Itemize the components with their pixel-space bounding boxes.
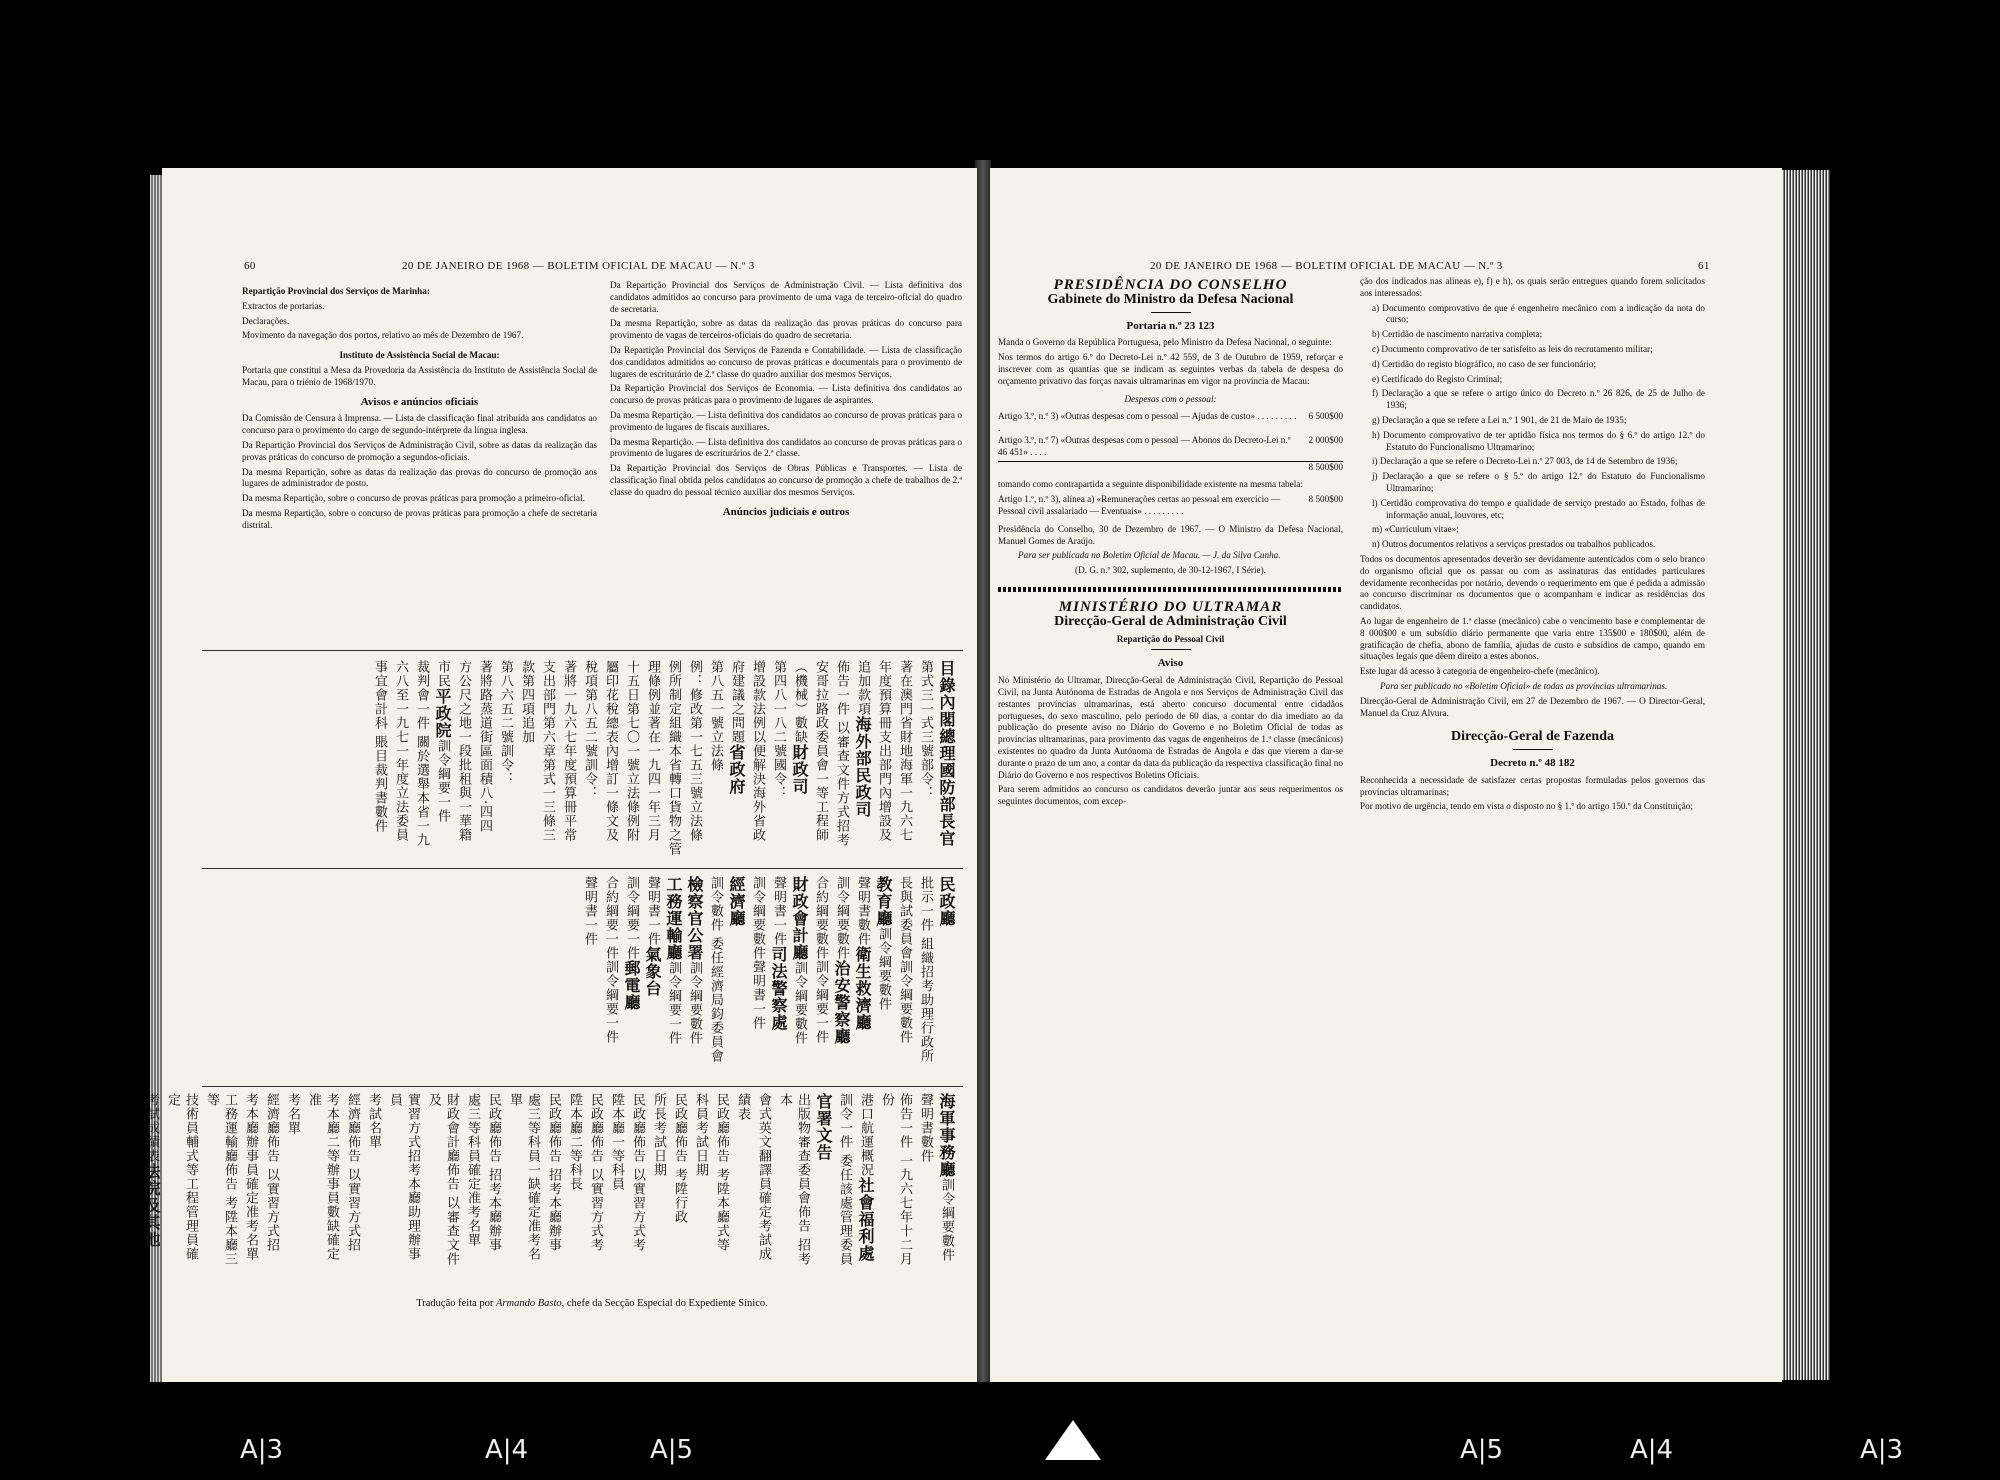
- chinese-line: 民政廳佈告 招考本廳辦事: [486, 1093, 501, 1253]
- expense-amount: 2 000$00: [1308, 434, 1343, 445]
- aviso-title: Aviso: [1157, 657, 1184, 670]
- chinese-line: 處三等科員一缺確定准考名單: [507, 1093, 540, 1261]
- section-rule: [998, 587, 1343, 592]
- page-edge-right: [1782, 170, 1830, 1380]
- short-rule: [1151, 649, 1191, 650]
- chinese-line: 氣象台: [643, 946, 662, 997]
- chinese-line: 合約綱要數件: [813, 876, 828, 960]
- chinese-line: 市民: [435, 660, 450, 688]
- chinese-line: 著將路蒸道街區面積八·四四: [477, 660, 492, 834]
- judiciais-title: Anúncios judiciais e outros: [722, 505, 850, 518]
- chinese-line: 方公尺之地一段批租與一華籍: [456, 660, 471, 842]
- film-mark: A|3: [1860, 1435, 1904, 1465]
- chinese-line: 經濟廳佈告 以實習方式招: [264, 1093, 279, 1253]
- page-header-right: 20 DE JANEIRO DE 1968 — BOLETIM OFICIAL DE MACAU — N.º 3: [1150, 260, 1503, 272]
- chinese-line: 事宜: [372, 660, 387, 688]
- paragraph: ção dos indicados nas alíneas e), f) e h), os quais serão entregues quando forem solicitados aos interessados:: [1360, 276, 1705, 298]
- avisos-title: Avisos e anúncios oficiais: [360, 395, 479, 408]
- chinese-line: 考名單: [285, 1093, 300, 1135]
- chinese-line: 裁判會一件 關於選舉本省一九: [414, 660, 429, 848]
- chinese-line: 技術員輔式等工程管理員確定: [165, 1093, 198, 1261]
- chinese-line: 訓令綱要數件: [876, 927, 891, 1011]
- short-rule: [1513, 749, 1553, 750]
- chinese-line: 批示一件 組織招考助理行政所: [918, 876, 933, 1064]
- paragraph: Nos termos do artigo 6.º do Decreto-Lei n.º 42 559, de 3 de Outubro de 1959, reforçar e inscrever com as quantias que se indicam as seguintes verbas da tabela de despesa do orçamento privativo das forças navais ultramarinas em vigor na província de Macau:: [998, 352, 1343, 386]
- document-item: m) «Curriculum vitae»;: [1372, 524, 1459, 535]
- right-col-2: [1360, 276, 1705, 816]
- translation-note: [242, 1298, 942, 1311]
- translation-note-prefix: Tradução feita por: [416, 1298, 497, 1309]
- notice-item: Da Repartição Provincial dos Serviços de Economia. — Lista definitiva dos candidatos ao concurso de provas práticas para o provimento de lugares de aspirantes.: [610, 383, 962, 406]
- chinese-line: 陞本廳一等科員: [609, 1093, 624, 1191]
- translation-note-suffix: , chefe da Secção Especial do Expediente Sínico.: [561, 1298, 768, 1309]
- film-mark: A|3: [240, 1435, 284, 1465]
- chinese-line: 處三等科員確定准考名單: [465, 1093, 480, 1247]
- paragraph: Por motivo de urgência, tendo em vista o disposto no § 1.º do artigo 150.º da Constituição;: [1360, 801, 1693, 812]
- film-mark: A|4: [1630, 1435, 1674, 1465]
- chinese-line: 考試成績表: [144, 1093, 159, 1163]
- chinese-line: 司法警察處: [769, 946, 788, 1031]
- chinese-line: 聲明書一件: [582, 876, 597, 946]
- expense-total: 8 500$00: [1308, 461, 1343, 472]
- aviso-item: Da Comissão de Censura à Imprensa. — Lista de classificação final atribuída aos candidatos ao concurso para o provimento do cargo de segundo-intérprete da língua inglesa.: [242, 413, 597, 436]
- ultramar-title: MINISTÉRIO DO ULTRAMAR: [1058, 598, 1283, 615]
- document-item: n) Outros documentos relativos a serviços prestados ou trabalhos publicados.: [1372, 539, 1656, 550]
- notice-item: Da mesma Repartição. — Lista definitiva dos candidatos ao concurso de provas práticas para o provimento de lugares de escriturários de 2.ª classe.: [610, 436, 962, 459]
- chinese-line: 工務運輸廳: [664, 876, 683, 961]
- chinese-line: 支出部門第六章第式一三條三: [540, 660, 555, 842]
- chinese-line: 港口航運概況: [858, 1093, 873, 1177]
- chinese-line: 治安警察廳: [832, 960, 851, 1045]
- chinese-line: 國防部長官: [937, 762, 956, 847]
- chinese-contents-bottom: [139, 1093, 955, 1273]
- paragraph: Reconhecida a necessidade de satisfazer certas propostas formuladas pelos governos das províncias ultramarinas;: [1360, 774, 1705, 797]
- document-item: a) Documento comprovativo de que é engenheiro mecânico com a indicação da nota do curso;: [1372, 302, 1705, 325]
- chinese-line: 佈告一件 以審查文件方式招考: [834, 660, 849, 848]
- document-item: f) Declaração a que se refere o artigo único do Decreto n.º 26 826, de 25 de Julho de 1936;: [1372, 388, 1705, 411]
- chinese-line: 教育廳: [874, 876, 893, 927]
- chinese-line: 會計科 賬目裁判書數件: [372, 688, 387, 834]
- paragraph: Este lugar dá acesso à categoria de engenheiro-chefe (mecânico).: [1360, 666, 1600, 677]
- divider: [202, 868, 963, 869]
- chinese-line: 財政會計廳: [790, 876, 809, 961]
- paragraph: Para ser publicada no Boletim Oficial de Macau. — J. da Silva Cunha.: [1018, 550, 1281, 561]
- notice-item: Da Repartição Provincial dos Serviços de Obras Públicas e Transportes. — Lista de classificação final obtida pelos candidatos ao concurso de promoção a chefe de trabalhos de 2.ª classe do quadro do pessoal técnico auxiliar dos mesmos Serviços.: [610, 463, 962, 497]
- document-item: c) Documento comprovativo de ter satisfeito as leis do recrutamento militar;: [1372, 343, 1653, 354]
- document-item: i) Declaração a que se refere o Decreto-Lei n.º 27 003, de 14 de Setembro de 1936;: [1372, 456, 1678, 467]
- aviso-item: Da mesma Repartição, sobre o concurso de provas práticas para promoção a primeiro-oficial.: [242, 493, 585, 504]
- chinese-line: 年度預算冊支出部門內增設及: [876, 660, 891, 842]
- chinese-line: 工務運輸廳佈告 考陞本廳三等: [204, 1093, 237, 1267]
- chinese-line: 海外部: [853, 716, 872, 767]
- translation-note-name: Armando Basto: [496, 1298, 562, 1309]
- chinese-line: 訓令綱要一件: [813, 960, 828, 1044]
- expense-text: Artigo 3.º, n.º 3) «Outras despesas com o pessoal — Ajudas de custo» . . . . . . . . . .: [998, 411, 1297, 434]
- fazenda-title: Direcção-Geral de Fazenda: [1450, 729, 1615, 745]
- chinese-line: 聲明書數件: [855, 876, 870, 946]
- chinese-line: 訓令綱要一件: [435, 739, 450, 823]
- chinese-line: 民政廳: [937, 876, 956, 927]
- chinese-line: 十五日第七〇一號立法條例附: [624, 660, 639, 842]
- left-col-2: [610, 280, 962, 523]
- notice-item: Da mesma Repartição, sobre as datas da realização das provas práticas do concurso para provimento de vagas de terceiros-oficiais do quadro de secretaria.: [610, 318, 962, 341]
- paragraph: Direcção-Geral de Administração Civil, em 27 de Dezembro de 1967. — O Director-Geral, Manuel da Cruz Alvura.: [1360, 695, 1705, 718]
- chinese-line: 長與試委員會: [897, 876, 912, 960]
- notice-item: Da Repartição Provincial dos Serviços de Fazenda e Contabilidade. — Lista de classificação dos candidatos admitidos ao concurso de provas práticas e documentais para o provimento de lugares de escriturário de 2.ª classe do quadro auxiliar dos mesmos Serviços.: [610, 344, 962, 379]
- expense-row: [998, 411, 1343, 435]
- admin-civil-subtitle: Direcção-Geral de Administração Civil: [1054, 613, 1287, 629]
- chinese-line: 訓令一件 委任該處管理委員: [837, 1093, 852, 1267]
- chinese-line: 官署文告: [814, 1093, 833, 1161]
- expense-text: Artigo 3.º, n.º 7) «Outras despesas com o pessoal — Abonos do Decreto-Lei n.º 46 451» . . . .: [998, 434, 1291, 457]
- chinese-line: 第四八一八二號國令：: [771, 660, 786, 800]
- chinese-line: 訓令綱要數件: [792, 961, 807, 1045]
- chinese-line: 內閣總理: [937, 694, 956, 762]
- chinese-line: 科員考試日期: [693, 1093, 708, 1177]
- chinese-line: 例：修改第一七五三號立法條: [687, 660, 702, 842]
- chinese-line: 聲明書一件: [645, 876, 660, 946]
- chinese-line: 安哥拉路政委員會一等工程師: [813, 660, 828, 842]
- chinese-line: （機械）數缺: [792, 660, 807, 744]
- film-strip: [0, 1382, 2000, 1480]
- chinese-line: 民政廳佈告 招考本廳辦事: [546, 1093, 561, 1253]
- paragraph: Manda o Governo da República Portuguesa, pelo Ministro da Defesa Nacional, o seguinte:: [998, 337, 1332, 348]
- chinese-line: 訓令綱要一件: [666, 961, 681, 1045]
- expense-row: [998, 435, 1343, 459]
- chinese-line: 府建議之問題: [729, 660, 744, 744]
- contra-amount: 8 500$00: [1308, 494, 1343, 505]
- chinese-line: 第八五一號立法條: [708, 660, 723, 772]
- document-item: h) Documento comprovativo de ter aptidão física nos termos do § 6.º do artigo 12.º do Estatuto do Funcionalismo Ultramarino;: [1372, 429, 1705, 452]
- paragraph: (D. G. n.º 302, suplemento, de 30-12-1967, I Série).: [1075, 565, 1266, 576]
- presidencia-title: PRESIDÊNCIA DO CONSELHO: [1053, 277, 1288, 293]
- chinese-line: 民政廳佈告 考陞行政: [672, 1093, 687, 1225]
- left-page: [142, 168, 977, 1382]
- document-item: b) Certidão de nascimento narrativa completa;: [1372, 329, 1543, 340]
- chinese-line: 陞本廳二等科長: [567, 1093, 582, 1191]
- chinese-line: 財政司: [790, 744, 809, 795]
- expense-total-row: [998, 461, 1343, 474]
- chinese-line: 訓令綱要數件: [834, 876, 849, 960]
- expense-amount: 6 500$00: [1308, 411, 1343, 422]
- instituto-text: Portaria que constitui a Mesa da Provedoria da Assistência do Instituto de Assistência Social de Macau, para o triénio de 1968/1970.: [242, 364, 597, 387]
- film-notch: [1045, 1420, 1101, 1460]
- paragraph: Para serem admitidos ao concurso os candidatos deverão juntar aos seus requerimentos os seguintes documentos, com excep-: [998, 784, 1343, 807]
- paragraph: No Ministério do Ultramar, Direcção-Geral de Administração Civil, Repartição do Pessoal Civil, na Junta Autónoma de Estradas de Angola e nos Serviços de Administração Civil das restantes províncias ultramarinas, está aberto concurso documental entre cidadãos portugueses, do sexo masculino, pelo período de 60 dias, a contar do dia imediato ao da publicação do presente aviso no Diário do Governo e no Boletim Oficial de todas as províncias ultramarinas, para provimento das vagas de engenheiros de 1.ª classe (mecânicos) existentes no quadro da Junta Autónoma de Estradas de Angola e das que vierem a dar-se durante o prazo de um ano, a contar da data da publicação da respectiva classificação final no Diário do Governo e nos respectivos Boletins Oficiais.: [998, 675, 1343, 780]
- short-rule: [1151, 312, 1191, 313]
- film-mark: A|5: [650, 1435, 694, 1465]
- chinese-line: 民政司: [853, 767, 872, 818]
- document-item: e) Certificado do Registo Criminal;: [1372, 373, 1503, 384]
- chinese-line: 例所制定組織本省轉口貨物之管: [666, 660, 681, 856]
- chinese-line: 民政廳佈告 考陞本廳式等: [714, 1093, 729, 1253]
- chinese-line: 民政廳佈告 以實習方式考: [630, 1093, 645, 1253]
- portaria-title: Portaria n.º 23 123: [1126, 319, 1215, 332]
- paragraph: Presidência do Conselho, 30 de Dezembro de 1967. — O Ministro da Defesa Nacional, Manuel Gomes de Araújo.: [998, 523, 1343, 546]
- chinese-line: 所長考試日期: [651, 1093, 666, 1177]
- gabinete-subtitle: Gabinete do Ministro da Defesa Nacional: [1047, 291, 1294, 307]
- chinese-line: 訓令綱要一件: [624, 876, 639, 960]
- chinese-line: 考試名單: [366, 1093, 381, 1149]
- aviso-item: Da mesma Repartição, sobre as datas da realização das provas do concurso de promoção aos lugares de administrador de posto.: [242, 466, 597, 489]
- chinese-line: 佈告一件 一九六七年十二月份: [879, 1093, 912, 1267]
- chinese-line: 訓令綱要數件: [687, 961, 702, 1045]
- marinha-title: Repartição Provincial dos Serviços de Marinha:: [242, 286, 430, 296]
- chinese-line: 款第四項追加: [519, 660, 534, 744]
- paragraph: Ao lugar de engenheiro de 1.ª classe (mecânico) cabe o vencimento base e complementar de 8 000$00 e um subsídio diário permanente que varia entre 135$00 e 180$00, além de gratificação de chefia, abono de família, ajudas de custo e subsídios de campo, quando em situações legais que dêem direito a estes abonos.: [1360, 615, 1705, 662]
- paragraph: tomando como contrapartida a seguinte disponibilidade existente na mesma tabela:: [998, 479, 1303, 490]
- chinese-line: 社會福利處: [856, 1177, 875, 1262]
- chinese-line: 考本廳二等辦事員數缺確定准: [306, 1093, 339, 1261]
- chinese-line: 六八至一九七一年度立法委員: [393, 660, 408, 842]
- divider: [202, 1086, 963, 1087]
- chinese-line: 訓令綱要數件: [897, 960, 912, 1044]
- chinese-line: 目錄: [937, 660, 956, 694]
- contra-text: Artigo 1.º, n.º 3), alínea a) «Remunerações certas ao pessoal em exercício — Pessoal civil assalariado — Eventuais» . . . . . . . . .: [998, 494, 1281, 516]
- chinese-line: 增設款法例以便解決海外省政: [750, 660, 765, 842]
- chinese-line: 郵電廳: [622, 960, 641, 1011]
- document-item: d) Certidão do registo biográfico, no caso de ser funcionário;: [1372, 358, 1597, 369]
- instituto-title: Instituto de Assistência Social de Macau:: [339, 350, 500, 361]
- chinese-line: 會式英文翻譯員確定考試成: [756, 1093, 771, 1261]
- chinese-line: 訓令綱要一件: [603, 960, 618, 1044]
- divider: [202, 650, 963, 651]
- page-header-left: 20 DE JANEIRO DE 1968 — BOLETIM OFICIAL DE MACAU — N.º 3: [402, 260, 755, 272]
- chinese-line: 績表: [735, 1093, 750, 1121]
- page-number-right: 61: [1698, 260, 1710, 272]
- document-item: l) Certidão comprovativa do tempo e qualidade de serviço prestado ao Estado, folhas de informação anual, louvores, etc;: [1372, 497, 1705, 520]
- marinha-line: Movimento da navegação dos portos, relativo ao mês de Dezembro de 1967.: [242, 330, 524, 341]
- chinese-line: 法院及其他: [142, 1163, 161, 1248]
- document-item: j) Declaração a que se refere o § 5.º do artigo 12.º do Estatuto do Funcionalismo Ultramarino;: [1372, 471, 1705, 493]
- book-spine: [975, 160, 991, 1385]
- left-col-1: [242, 286, 597, 535]
- contra-row: [998, 494, 1343, 518]
- chinese-line: 訓令綱要數件: [750, 876, 765, 960]
- chinese-line: 出版物審查委員會佈告 招考本: [777, 1093, 810, 1267]
- repartição-label: Repartição do Pessoal Civil: [1116, 633, 1225, 644]
- chinese-line: 合約綱要一件: [603, 876, 618, 960]
- film-mark: A|4: [485, 1435, 529, 1465]
- chinese-line: 訓令綱要數件: [939, 1178, 954, 1262]
- document-item: g) Declaração a que se refere a Lei n.º 1 901, de 21 de Maio de 1935;: [1372, 414, 1627, 425]
- chinese-line: 海軍事務廳: [937, 1093, 956, 1178]
- right-col-1: [998, 276, 1343, 811]
- aviso-item: Da Repartição Provincial dos Serviços de Administração Civil, sobre as datas da realização das provas práticas do concurso de promoção a segundos-oficiais.: [242, 439, 597, 462]
- chinese-line: 聲明書一件: [771, 876, 786, 946]
- paragraph: Todos os documentos apresentados deverão ser devidamente autenticados com o selo branco do organismo oficial que os passar ou com as assinaturas das entidades particulares devidamente reconhecidas por notário, devendo o requerimento em que é pedida a admissão ao concurso discriminar os documentos que o acompanham e indicar as residências dos candidatos.: [1360, 553, 1705, 612]
- chinese-line: 聲明書一件: [750, 960, 765, 1030]
- aviso-item: Da mesma Repartição, sobre o concurso de provas práticas para promoção a chefe de secretaria distrital.: [242, 507, 597, 530]
- chinese-line: 檢察官公署: [685, 876, 704, 961]
- chinese-line: 著將一九六七年度預算冊平常: [561, 660, 576, 842]
- despesas-heading: Despesas com o pessoal:: [1124, 393, 1217, 404]
- notice-item: Da Repartição Provincial dos Serviços de Administração Civil. — Lista definitiva dos candidatos admitidos ao concurso para provimento de uma vaga de terceiro-oficial do quadro de secretaria.: [610, 280, 962, 314]
- marinha-line: Extractos de portarias.: [242, 300, 325, 311]
- right-page: [990, 168, 1782, 1382]
- chinese-line: 理條例並著在一九四一年三月: [645, 660, 660, 842]
- chinese-line: 聲明書數件: [918, 1093, 933, 1163]
- chinese-line: 屬印花稅總表內增訂一條文及: [603, 660, 618, 842]
- chinese-line: 平政院: [433, 688, 452, 739]
- chinese-line: 第八六五二號訓令：: [498, 660, 513, 786]
- chinese-line: 第八五二號訓令：: [582, 688, 597, 800]
- chinese-line: 追加款項: [855, 660, 870, 716]
- chinese-line: 財政會計廳佈告 以審查文件及: [426, 1093, 459, 1267]
- chinese-line: 民政廳佈告 以實習方式考: [588, 1093, 603, 1253]
- chinese-line: 第式三一式三號部令：: [918, 660, 933, 800]
- notice-item: Da mesma Repartição. — Lista definitiva dos candidatos ao concurso de provas práticas para o provimento de lugares de fiscais auxiliares.: [610, 409, 962, 432]
- chinese-line: 實習方式招考本廳助理辦事員: [387, 1093, 420, 1261]
- film-mark: A|5: [1460, 1435, 1504, 1465]
- chinese-line: 經濟廳佈告 以實習方式招: [345, 1093, 360, 1253]
- chinese-line: 著在澳門省財地海軍一九六七: [897, 660, 912, 842]
- marinha-line: Declarações.: [242, 315, 290, 326]
- chinese-line: 訓令數件 委任經濟局鈞委員會: [708, 876, 723, 1064]
- chinese-line: 省政府: [727, 744, 746, 795]
- chinese-line: 經濟廳: [727, 876, 746, 927]
- page-number-left: 60: [244, 260, 256, 272]
- chinese-line: 衛生救濟廳: [853, 946, 872, 1031]
- paragraph: Para ser publicado no «Boletim Oficial» de todas as províncias ultramarinas.: [1380, 680, 1668, 691]
- decreto-title: Decreto n.º 48 182: [1490, 757, 1575, 770]
- chinese-contents-middle: [577, 876, 955, 1076]
- chinese-line: 稅項: [582, 660, 597, 688]
- chinese-contents-top: [367, 660, 955, 860]
- chinese-line: 考本廳辦事員確定准考名單: [243, 1093, 258, 1261]
